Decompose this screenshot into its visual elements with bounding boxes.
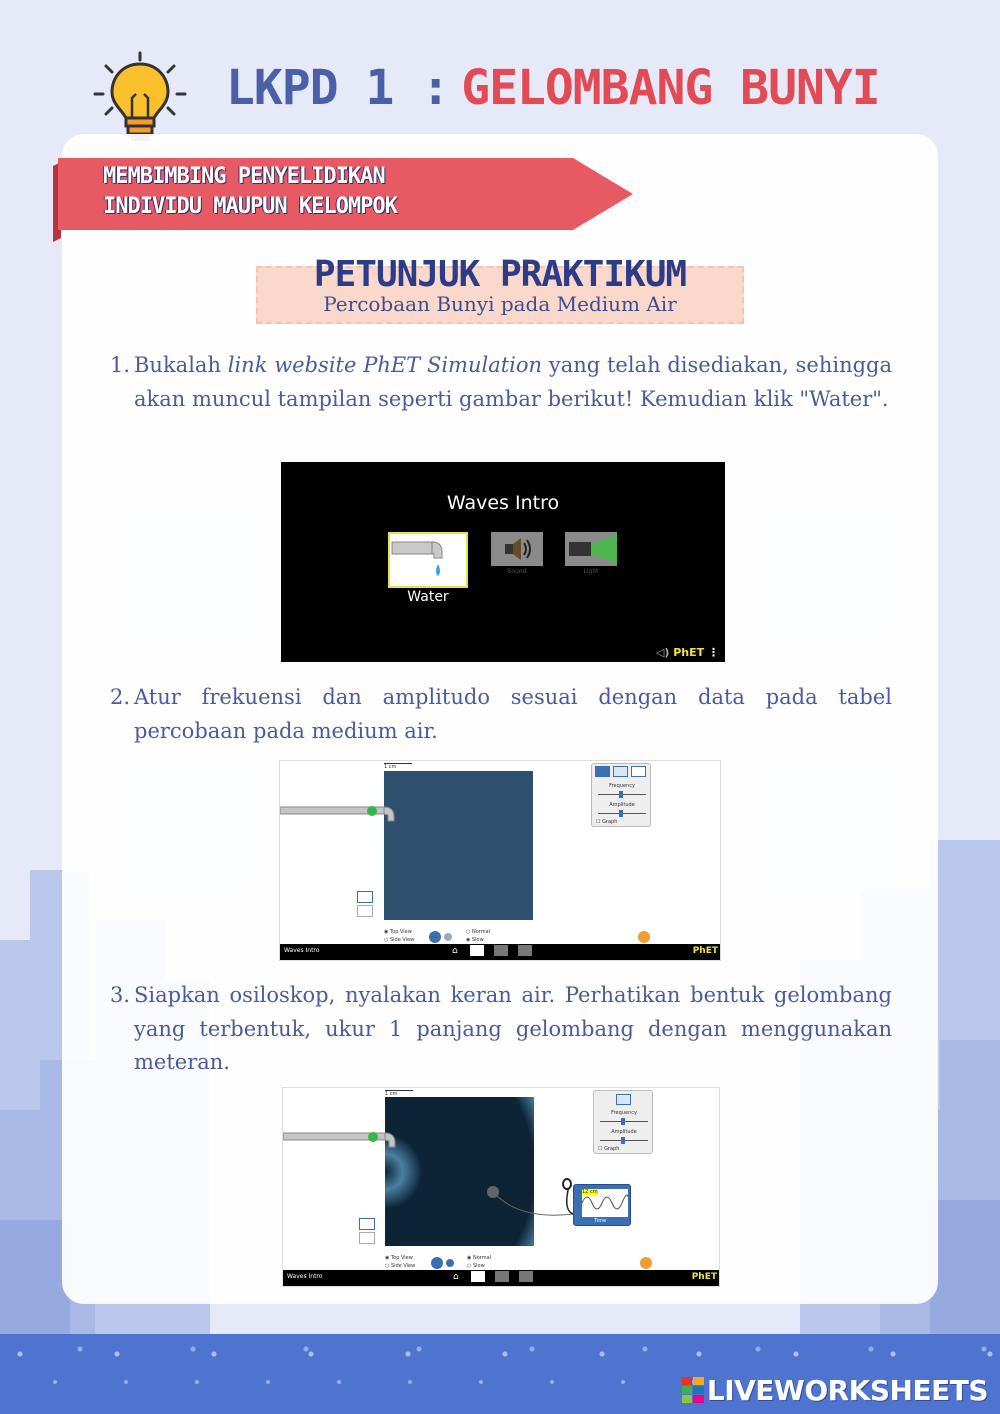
phet-home-screenshot: [281, 462, 725, 662]
phet-brand: PhET: [691, 1272, 717, 1282]
navbar-title: Waves Intro: [284, 947, 320, 954]
step-button[interactable]: [444, 933, 452, 941]
step-number: 2.: [110, 685, 131, 709]
view-box-icon[interactable]: [631, 766, 646, 777]
reset-button[interactable]: [640, 1257, 652, 1269]
frequency-label: Frequency: [611, 1110, 637, 1116]
view-grid-icon[interactable]: [616, 1094, 631, 1105]
scale-label: 1 cm: [384, 763, 412, 770]
ribbon-line2: INDIVIDU MAUPUN KELOMPOK: [103, 194, 397, 219]
frequency-slider[interactable]: [600, 1121, 648, 1122]
sound-tab[interactable]: [495, 1271, 509, 1282]
laser-icon: [565, 532, 617, 566]
home-icon[interactable]: ⌂: [453, 1272, 459, 1282]
control-panel: [591, 763, 651, 827]
step-number: 1.: [110, 353, 131, 377]
speed-options[interactable]: ◉ Normal ○ Slow: [467, 1255, 492, 1269]
reset-button[interactable]: [638, 931, 650, 943]
amplitude-slider[interactable]: [598, 813, 646, 814]
step-1: [110, 349, 892, 416]
navbar-title: Waves Intro: [287, 1273, 323, 1280]
step-number: 3.: [110, 983, 131, 1007]
faucet-knob: [367, 806, 377, 816]
step-text: Siapkan osiloskop, nyalakan keran air. Perhatikan bentuk gelombang yang terbentuk, ukur 1 panjang gelombang dengan menggunakan meteran.: [134, 983, 892, 1074]
light-tab[interactable]: [518, 945, 532, 956]
sound-screen-button[interactable]: [491, 532, 543, 566]
section-title: PETUNJUK PRAKTIKUM: [313, 254, 687, 295]
step-3: [110, 979, 892, 1080]
light-screen-button[interactable]: [565, 532, 617, 566]
ribbon-line1: MEMBIMBING PENYELIDIKAN: [103, 164, 385, 189]
faucet-pipe: [283, 1129, 403, 1153]
view-options[interactable]: ◉ Top View ○ Side View: [384, 929, 415, 943]
amplitude-slider[interactable]: [600, 1140, 648, 1141]
water-tank: [384, 771, 533, 920]
lightbulb-icon: [92, 50, 188, 146]
phet-navbar: [283, 1270, 720, 1286]
oscilloscope-value: 12 cm: [582, 1189, 598, 1195]
phet-brand: ◁) PhET ⋮: [655, 646, 719, 659]
water-screen-button[interactable]: [388, 532, 468, 588]
sound-screen-label: Sound: [507, 568, 527, 575]
liveworksheets-brand: LIVEWORKSHEETS: [706, 1373, 988, 1407]
frequency-slider[interactable]: [598, 794, 646, 795]
amplitude-label: Amplitude: [611, 1129, 637, 1135]
liveworksheets-logo: [682, 1372, 988, 1408]
water-tab[interactable]: [471, 1271, 485, 1282]
phet-water-screenshot: [279, 760, 721, 961]
step-button[interactable]: [446, 1259, 454, 1267]
liveworksheets-logo-icon: [682, 1377, 704, 1403]
section-subtitle: Percobaan Bunyi pada Medium Air: [323, 292, 677, 316]
speaker-icon: [491, 532, 543, 566]
page-title-part1: LKPD 1 :: [226, 60, 450, 116]
measure-tool-icons[interactable]: [357, 891, 375, 919]
page-title: [226, 60, 880, 116]
amplitude-label: Amplitude: [609, 802, 635, 808]
play-button[interactable]: [431, 1257, 443, 1269]
step-text: Atur frekuensi dan amplitudo sesuai dengan data pada tabel percobaan pada medium air.: [134, 685, 892, 743]
water-screen-label: Water: [407, 589, 449, 605]
control-panel: [593, 1090, 653, 1154]
step-2: [110, 681, 892, 748]
phet-brand: PhET: [692, 946, 718, 956]
ribbon-text: [103, 162, 543, 222]
graph-checkbox[interactable]: ☐ Graph: [598, 1146, 620, 1152]
view-options[interactable]: ◉ Top View ○ Side View: [385, 1255, 416, 1269]
water-tab[interactable]: [470, 945, 484, 956]
light-tab[interactable]: [519, 1271, 533, 1282]
frequency-label: Frequency: [609, 783, 635, 789]
oscilloscope-axis-label: Time: [594, 1218, 607, 1224]
faucet-pipe: [280, 803, 400, 827]
page-title-part2: GELOMBANG BUNYI: [461, 60, 880, 116]
oscilloscope-panel[interactable]: [573, 1184, 631, 1226]
scale-label: 1 cm: [385, 1090, 413, 1097]
light-screen-label: Light: [583, 568, 599, 575]
play-pause-button[interactable]: [429, 931, 441, 943]
view-grid-icon[interactable]: [613, 766, 628, 777]
phet-home-title: Waves Intro: [446, 492, 560, 514]
step-link-text: link website PhET Simulation: [227, 353, 543, 377]
speed-options[interactable]: ○ Normal ◉ Slow: [466, 929, 491, 943]
phet-oscilloscope-screenshot: [282, 1087, 720, 1287]
probe-head-icon[interactable]: [562, 1178, 572, 1190]
probe-cable: [483, 1180, 573, 1230]
graph-checkbox[interactable]: ☐ Graph: [596, 819, 618, 825]
view-water-icon[interactable]: [595, 766, 610, 777]
sound-tab[interactable]: [494, 945, 508, 956]
phet-navbar: [280, 944, 721, 960]
step-text: Bukalah link website PhET Simulation yang telah disediakan, sehingga akan muncul tampilan seperti gambar berikut! Kemudian klik "Water".: [134, 353, 893, 411]
faucet-icon: [390, 534, 466, 586]
measure-tool-icons[interactable]: [359, 1218, 377, 1246]
home-icon[interactable]: ⌂: [452, 946, 458, 956]
